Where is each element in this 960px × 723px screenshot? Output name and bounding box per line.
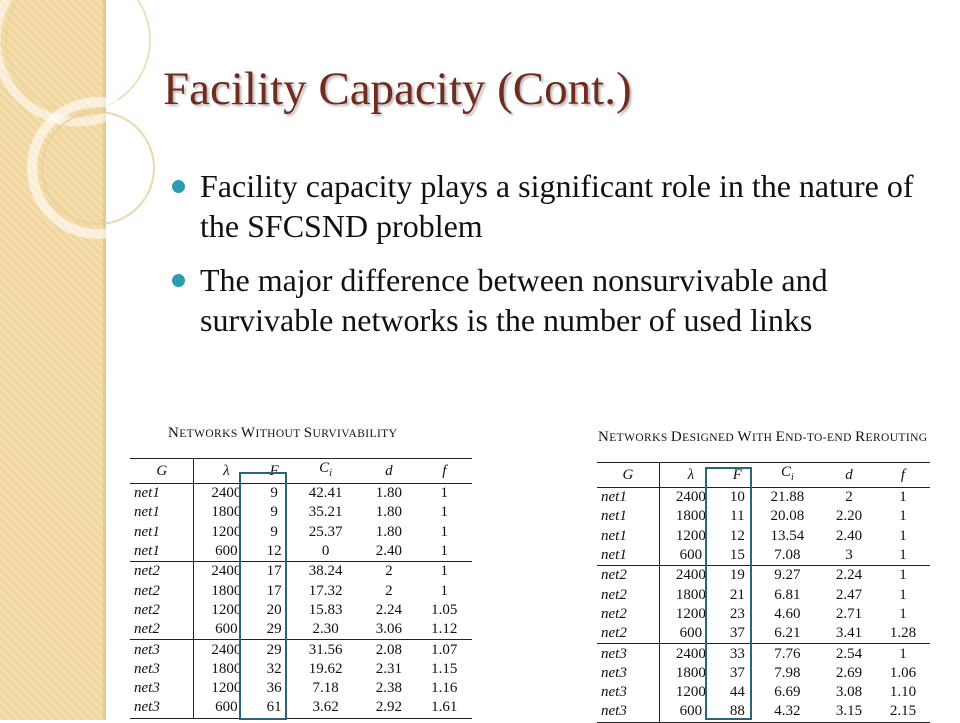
left-table-cell: 36	[266, 680, 282, 697]
left-table-cell: 61	[266, 699, 282, 716]
right-table-cell: 20.08	[770, 508, 805, 525]
right-table-cell: 600	[679, 625, 703, 642]
right-table-cell: 3.15	[835, 703, 863, 720]
right-table-cell: 37	[729, 664, 745, 681]
right-table-cell: 23	[729, 605, 745, 622]
f-column-highlight-left	[239, 472, 287, 720]
table-row	[130, 562, 472, 582]
left-table-cell: net2	[130, 562, 194, 582]
left-table-cell: net3	[130, 640, 194, 660]
bullet-dot-icon	[172, 180, 185, 193]
table-row	[597, 683, 930, 702]
table-row	[597, 566, 930, 586]
left-table-cell: 1800	[211, 582, 242, 599]
right-table-cell: 2.54	[822, 644, 876, 664]
right-table-cell: 2.24	[822, 566, 876, 586]
right-table-cell: net3	[597, 683, 659, 702]
right-table-cell: 12	[729, 527, 745, 544]
right-table-cell: net2	[597, 624, 659, 644]
left-table-cell: 1200	[211, 601, 242, 618]
left-table-cell: 17.32	[308, 582, 343, 599]
table-row	[597, 624, 930, 644]
right-table-cell: net2	[597, 605, 659, 624]
right-table-cell: 1	[899, 547, 907, 564]
left-table-cell: 2.31	[375, 660, 402, 677]
right-table-cell: 2400	[659, 644, 722, 664]
right-table-cell: 2.69	[835, 664, 863, 681]
left-table-cell: 2.38	[375, 680, 402, 697]
right-table-cell: 6.21	[774, 625, 801, 642]
right-table-cell: 2.40	[835, 527, 863, 544]
table-row	[130, 484, 472, 504]
right-table-cell: net3	[597, 644, 659, 664]
right-table-cell: 2400	[659, 566, 722, 586]
bullet-dot-icon	[172, 274, 185, 287]
left-table-cell: 17	[258, 562, 290, 582]
right-table-cell: 2.15	[889, 703, 917, 720]
left-table-cell: 3.06	[375, 621, 402, 638]
left-table-cell: 29	[258, 640, 290, 660]
left-table-cell: 12	[266, 543, 282, 560]
right-table-cell: 6.69	[774, 684, 801, 701]
table-row	[130, 542, 472, 562]
table-row	[130, 601, 472, 620]
left-table-cell: 17	[266, 582, 282, 599]
right-table-cell: 1800	[675, 508, 706, 525]
right-table-cell: 600	[679, 547, 703, 564]
table-row	[130, 523, 472, 542]
left-table-cell: 1	[440, 543, 449, 560]
bullet-text: The major difference between nonsurvivable and survivable networks is the number of used links	[200, 262, 828, 338]
left-table-cell: 3.62	[312, 699, 339, 716]
left-table-cell: 2400	[194, 562, 258, 582]
left-table-cell: 1.07	[417, 640, 472, 660]
right-table-cell: 6.81	[774, 586, 801, 603]
right-table-cell: 2.71	[835, 605, 863, 622]
left-table-header-cell: $C_i$	[290, 459, 361, 484]
left-table-cell: 2.24	[375, 601, 402, 618]
right-table-cell: 1	[899, 527, 907, 544]
left-table-cell: 2	[361, 562, 416, 582]
left-table-cell: 19.62	[308, 660, 343, 677]
left-table-cell: 42.41	[308, 485, 343, 502]
left-table-header-cell: λ	[194, 459, 258, 484]
table-row	[130, 503, 472, 522]
table-without-survivability	[130, 458, 472, 719]
left-table-cell: 1.61	[431, 699, 458, 716]
right-table-cell: 44	[729, 684, 745, 701]
left-table-cell: 25.37	[308, 523, 343, 540]
slide-title: Facility Capacity (Cont.)	[163, 63, 632, 115]
left-table-cell: net3	[130, 679, 194, 698]
left-table-cell: 600	[215, 621, 238, 638]
left-table-cell: 7.18	[312, 680, 339, 697]
left-table-cell: 1.15	[431, 660, 458, 677]
right-table-cell: 88	[729, 703, 745, 720]
right-table-cell: 1	[876, 644, 930, 664]
left-table-cell: 38.24	[290, 562, 361, 582]
right-table-cell: 19	[722, 566, 753, 586]
left-table-cell: 1.05	[431, 601, 458, 618]
left-table-cell: 1	[417, 562, 472, 582]
right-table-cell: 3.08	[835, 684, 863, 701]
left-table-header-cell: F	[258, 459, 290, 484]
right-table-header-cell: f	[876, 463, 930, 488]
left-table-cell: 9	[270, 504, 278, 521]
right-table-cell: 21.88	[770, 489, 805, 506]
right-table-cell: 1.06	[889, 664, 917, 681]
right-table-cell: 4.32	[774, 703, 801, 720]
table-row	[130, 679, 472, 698]
right-table-header-cell: d	[822, 463, 876, 488]
left-table-cell: net2	[130, 581, 194, 600]
right-table-cell: 1	[899, 508, 907, 525]
left-table-cell: 600	[215, 699, 238, 716]
table-row	[130, 660, 472, 679]
left-table-cell: 0	[321, 543, 330, 560]
bullet-list	[170, 166, 950, 354]
left-table-cell: 2.30	[312, 621, 339, 638]
left-table-cell: net1	[130, 523, 194, 542]
f-column-highlight-right	[705, 467, 752, 720]
left-table-cell: 600	[215, 543, 238, 560]
left-table-cell: 1	[440, 582, 449, 599]
right-table-cell: 1	[899, 489, 907, 506]
right-table-cell: 13.54	[770, 527, 805, 544]
right-table-cell: 2.20	[835, 508, 863, 525]
table-row	[597, 488, 930, 508]
left-table-cell: net2	[130, 620, 194, 640]
left-table-cell: 1800	[211, 504, 242, 521]
right-table-cell: 600	[679, 703, 703, 720]
left-table-cell: 35.21	[308, 504, 343, 521]
left-table-cell: net1	[130, 484, 194, 504]
left-table-cell: 1.80	[375, 485, 402, 502]
right-table-cell: 7.76	[753, 644, 822, 664]
left-table-cell: net3	[130, 698, 194, 718]
right-table-cell: 1200	[675, 684, 706, 701]
right-table-cell: net3	[597, 702, 659, 722]
right-table-cell: net1	[597, 527, 659, 546]
table-row	[597, 702, 930, 722]
right-table-header-cell: λ	[659, 463, 722, 488]
bullet-item	[170, 166, 950, 246]
right-table-cell: 1800	[675, 586, 706, 603]
bullet-item	[170, 260, 950, 340]
right-table-caption: NETWORKS DESIGNED WITH END-TO-END REROUTING	[598, 429, 928, 445]
right-table-cell: 3.41	[835, 625, 863, 642]
left-table-cell: net2	[130, 601, 194, 620]
right-table-cell: net3	[597, 664, 659, 683]
left-table-cell: 1.12	[431, 621, 458, 638]
table-row	[597, 527, 930, 546]
right-table-header-cell: $C_i$	[753, 463, 822, 488]
left-table-caption: NETWORKS WITHOUT SURVIVABILITY	[168, 425, 398, 441]
left-table-cell: 2400	[211, 485, 242, 502]
right-table-cell: 1	[899, 586, 907, 603]
left-table-cell: 15.83	[308, 601, 343, 618]
left-table-cell: 1	[440, 485, 449, 502]
left-table-cell: 2400	[194, 640, 258, 660]
left-table-cell: 2.40	[375, 543, 402, 560]
left-table-cell: 1.80	[375, 523, 402, 540]
right-table-cell: 1	[876, 566, 930, 586]
left-table-cell: net1	[130, 503, 194, 522]
right-table-cell: 3	[845, 547, 853, 564]
left-table-header-cell: f	[417, 459, 472, 484]
table-row	[597, 605, 930, 624]
table-row	[597, 644, 930, 664]
left-table-header-cell: d	[361, 459, 416, 484]
right-table-cell: 1200	[675, 605, 706, 622]
right-table-cell: 9.27	[753, 566, 822, 586]
right-table-cell: net2	[597, 585, 659, 604]
right-table-cell: 37	[729, 625, 745, 642]
right-table-header-cell: G	[597, 463, 659, 488]
right-table-cell: 10	[729, 489, 745, 506]
right-table-cell: net1	[597, 488, 659, 508]
left-table-cell: 9	[270, 523, 278, 540]
right-table-cell: 2.47	[835, 586, 863, 603]
left-table-cell: 1.16	[431, 680, 458, 697]
left-table-header-cell: G	[130, 459, 194, 484]
table-row	[597, 664, 930, 683]
right-table-cell: 1800	[675, 664, 706, 681]
table-row	[130, 640, 472, 660]
bullet-text: Facility capacity plays a significant role in the nature of the SFCSND problem	[200, 168, 914, 244]
right-table-cell: 1.10	[889, 684, 917, 701]
right-table-cell: 2	[845, 489, 853, 506]
left-table-cell: 1200	[211, 680, 242, 697]
left-table-cell: 29	[266, 621, 282, 638]
left-table-cell: 2	[385, 582, 393, 599]
left-table-cell: 1	[440, 523, 449, 540]
right-table-cell: 15	[729, 547, 745, 564]
table-end-to-end-rerouting	[597, 462, 930, 723]
left-table-cell: 32	[266, 660, 282, 677]
table-row	[597, 507, 930, 526]
right-table-cell: 2400	[675, 489, 706, 506]
table-row	[130, 698, 472, 718]
right-table-cell: 11	[730, 508, 745, 525]
right-table-cell: net2	[597, 566, 659, 586]
right-table-cell: net1	[597, 507, 659, 526]
left-table-cell: 20	[266, 601, 282, 618]
right-table-cell: 33	[722, 644, 753, 664]
left-table-cell: 2.92	[375, 699, 402, 716]
left-table-cell: 1200	[211, 523, 242, 540]
left-table-cell: net3	[130, 660, 194, 679]
right-table-cell: net1	[597, 546, 659, 566]
left-table-cell: net1	[130, 542, 194, 562]
right-table-cell: 1	[899, 605, 907, 622]
table-row	[597, 585, 930, 604]
left-table-cell: 9	[270, 485, 278, 502]
right-table-header-cell: F	[722, 463, 753, 488]
right-table-cell: 7.08	[774, 547, 801, 564]
left-table-cell: 1800	[211, 660, 242, 677]
right-table-cell: 1.28	[889, 625, 917, 642]
right-table-cell: 1200	[675, 527, 706, 544]
table-row	[130, 620, 472, 640]
right-table-cell: 7.98	[774, 664, 801, 681]
table-row	[597, 546, 930, 566]
left-table-cell: 1	[440, 504, 449, 521]
right-table-cell: 21	[729, 586, 745, 603]
right-table-cell: 4.60	[774, 605, 801, 622]
left-table-cell: 2.08	[361, 640, 416, 660]
table-row	[130, 581, 472, 600]
left-table-cell: 31.56	[290, 640, 361, 660]
left-table-cell: 1.80	[375, 504, 402, 521]
